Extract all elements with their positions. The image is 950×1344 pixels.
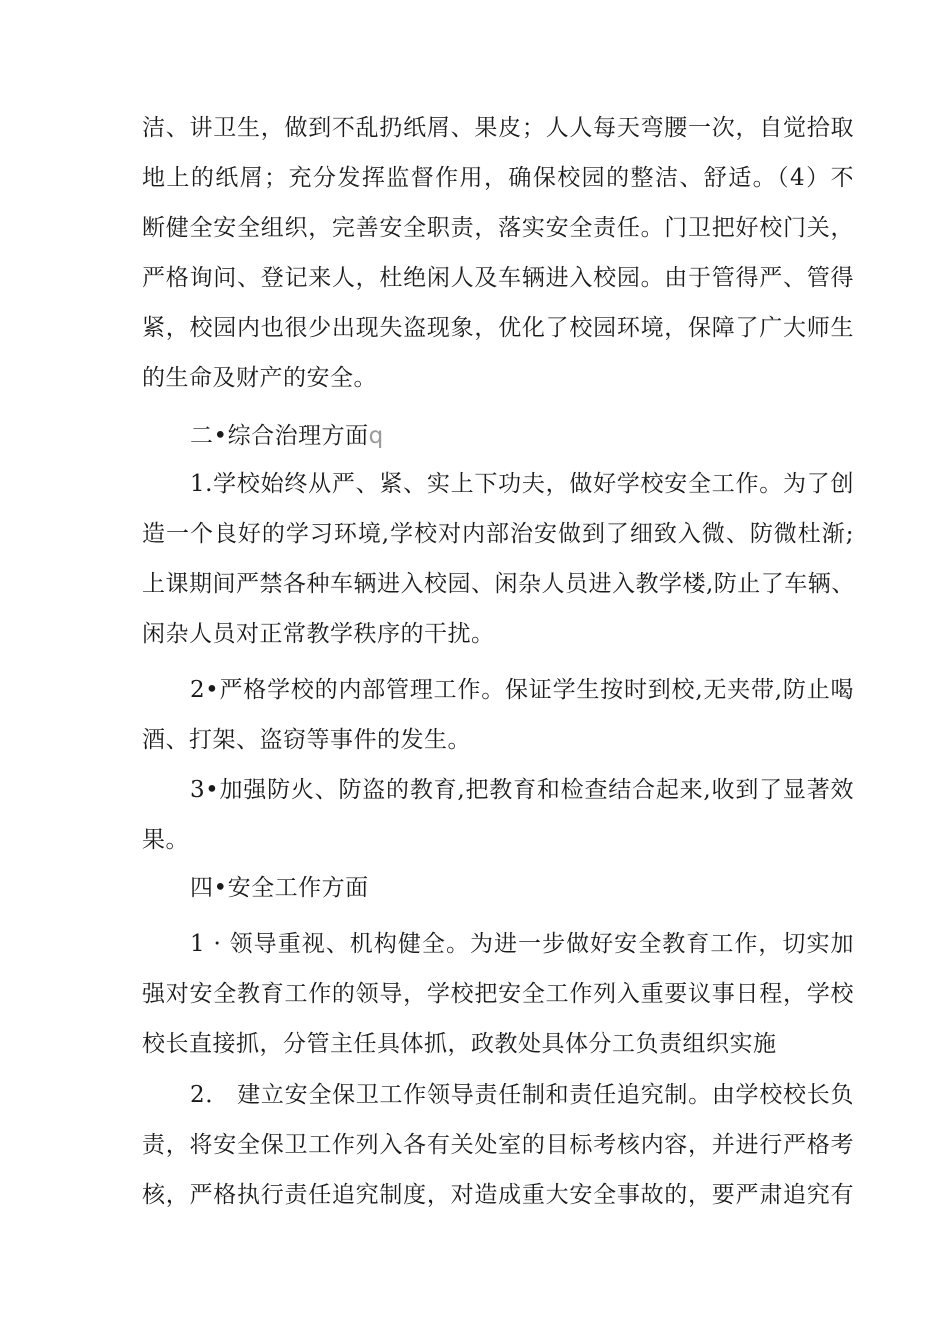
text-line: 上课期间严禁各种车辆进入校园、闲杂人员进入教学楼,防止了车辆、 — [142, 571, 855, 597]
paragraph-continuation — [142, 103, 854, 403]
text-line: 3•加强防火、防盗的教育,把教育和检查结合起来,收到了显著效 — [190, 777, 854, 803]
section-heading-safety — [190, 863, 369, 913]
paragraph-item-3 — [142, 765, 854, 865]
text-line: 紧，校园内也很少出现失盗现象，优化了校园环境，保障了广大师生 — [142, 315, 854, 341]
text-line: 造一个良好的学习环境,学校对内部治安做到了细致入微、防微杜渐; — [142, 521, 854, 547]
text-line: 核，严格执行责任追究制度，对造成重大安全事故的，要严肃追究有 — [142, 1182, 854, 1208]
paragraph-safety-item-1 — [142, 919, 854, 1069]
stray-mark: q — [368, 423, 384, 449]
text-line: 强对安全教育工作的领导，学校把安全工作列入重要议事日程，学校 — [142, 981, 854, 1007]
paragraph-item-2 — [142, 665, 854, 765]
text-line: 的生命及财产的安全。 — [142, 365, 377, 391]
text-line: 酒、打架、盗窃等事件的发生。 — [142, 727, 471, 753]
text-line: 洁、讲卫生，做到不乱扔纸屑、果皮；人人每天弯腰一次，自觉拾取 — [142, 115, 854, 141]
heading-text: 四•安全工作方面 — [190, 875, 369, 901]
text-line: 2． 建立安全保卫工作领导责任制和责任追究制。由学校校长负 — [190, 1082, 854, 1108]
text-line: 1.学校始终从严、紧、实上下功夫，做好学校安全工作。为了创 — [190, 471, 854, 497]
paragraph-safety-item-2 — [142, 1070, 854, 1220]
text-line: 1 · 领导重视、机构健全。为进一步做好安全教育工作，切实加 — [190, 931, 854, 957]
text-line: 地上的纸屑；充分发挥监督作用，确保校园的整洁、舒适。（4）不 — [142, 165, 854, 191]
paragraph-item-1 — [142, 459, 854, 659]
text-line: 严格询问、登记来人，杜绝闲人及车辆进入校园。由于管得严、管得 — [142, 265, 854, 291]
text-line: 责，将安全保卫工作列入各有关处室的目标考核内容，并进行严格考 — [142, 1132, 854, 1158]
text-line: 断健全安全组织，完善安全职责，落实安全责任。门卫把好校门关， — [142, 215, 854, 241]
text-line: 2•严格学校的内部管理工作。保证学生按时到校,无夹带,防止喝 — [190, 677, 854, 703]
section-heading-comprehensive — [190, 411, 384, 461]
text-line: 闲杂人员对正常教学秩序的干扰。 — [142, 621, 495, 647]
heading-text: 二•综合治理方面 — [190, 423, 369, 449]
text-line: 校长直接抓，分管主任具体抓，政教处具体分工负责组织实施 — [142, 1031, 777, 1057]
text-line: 果。 — [142, 827, 189, 853]
